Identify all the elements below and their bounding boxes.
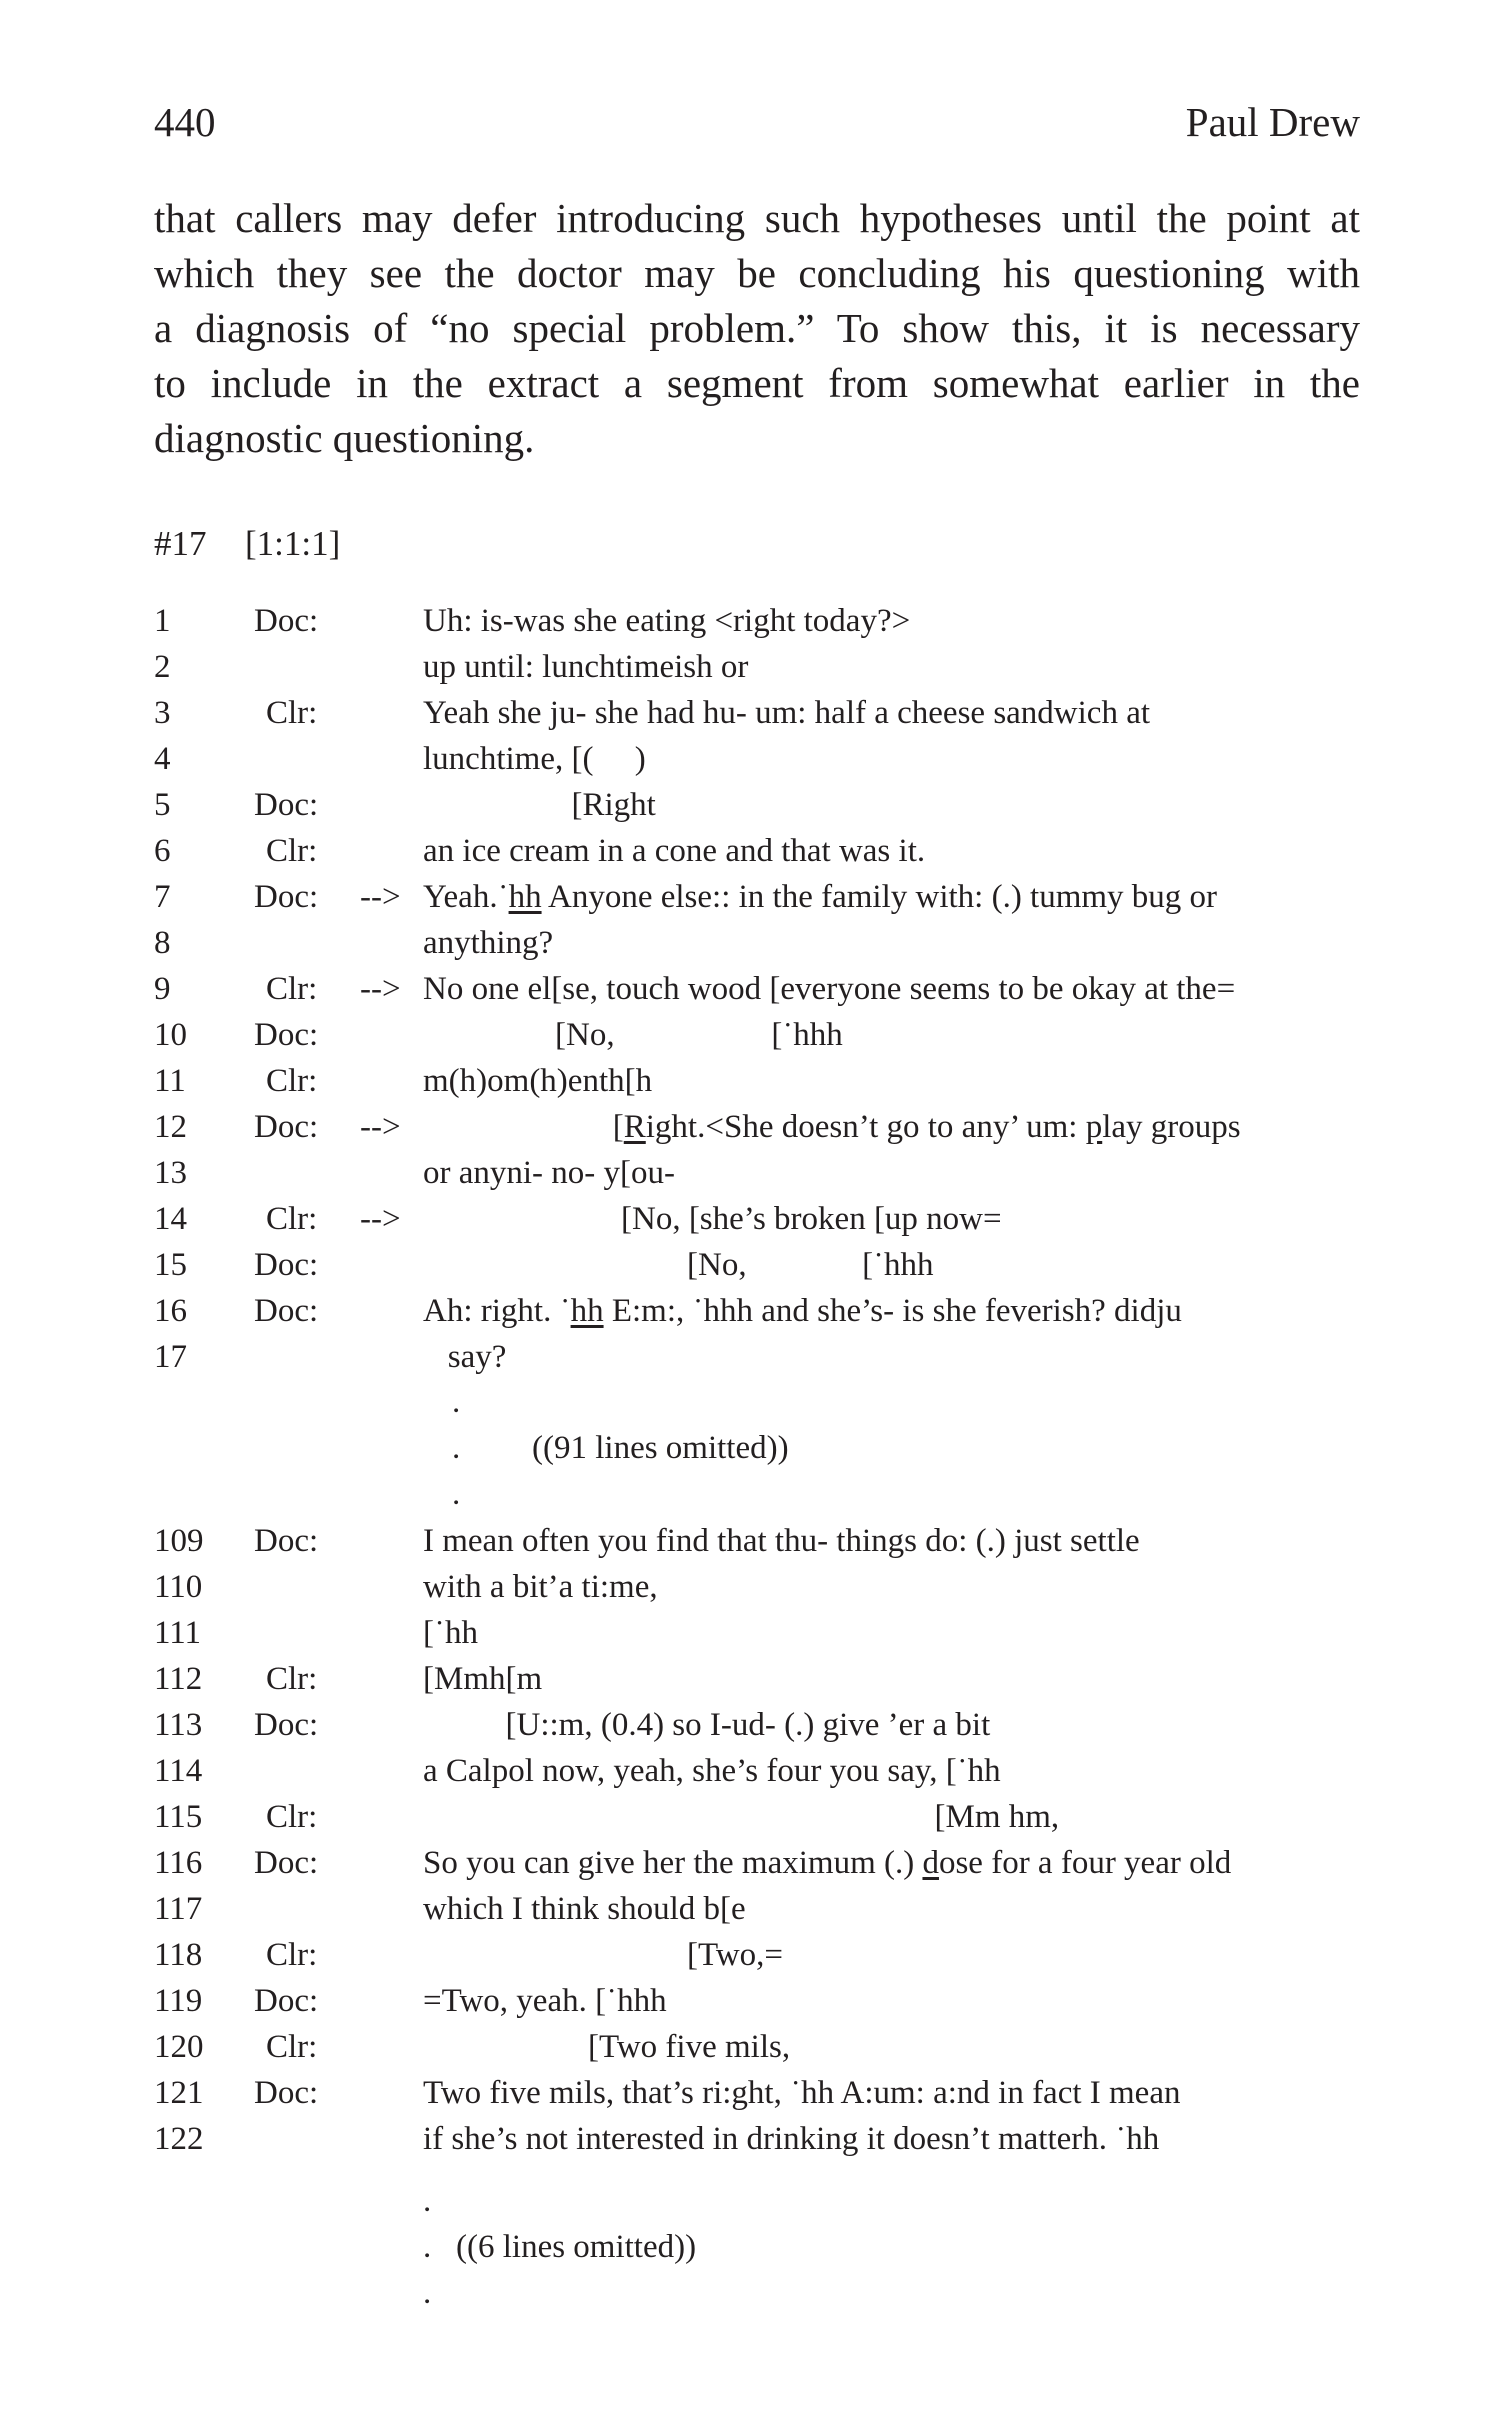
line-number: 111 bbox=[154, 1615, 202, 1651]
focus-arrow: --> bbox=[360, 971, 401, 1007]
line-number: 117 bbox=[154, 1891, 203, 1927]
utterance-text: =Two, yeah. [˙hhh bbox=[423, 1983, 667, 2019]
utterance-text: Yeah she ju- she had hu- um: half a cheese sandwich at bbox=[423, 695, 1151, 731]
paragraph-line: that callers may defer introducing such hypotheses until the point at bbox=[154, 195, 1360, 241]
line-number: 4 bbox=[154, 741, 171, 777]
utterance-text: So you can give her the maximum (.) dose for a four year old bbox=[423, 1845, 1232, 1881]
speaker-label: Doc: bbox=[254, 1983, 319, 2019]
transcript-line bbox=[0, 833, 1501, 879]
transcript-line bbox=[0, 1615, 1501, 1661]
utterance-text: or anyni- no- y[ou- bbox=[423, 1155, 676, 1191]
line-number: 121 bbox=[154, 2075, 204, 2111]
speaker-label: Clr: bbox=[266, 695, 318, 731]
line-number: 10 bbox=[154, 1017, 187, 1053]
transcript-line bbox=[0, 1845, 1501, 1891]
utterance-text: an ice cream in a cone and that was it. bbox=[423, 833, 926, 869]
line-number: 7 bbox=[154, 879, 171, 915]
speaker-label: Doc: bbox=[254, 1293, 319, 1329]
ellipsis-dot: . bbox=[452, 1476, 461, 1512]
line-number: 114 bbox=[154, 1753, 203, 1789]
speaker-label: Doc: bbox=[254, 1109, 319, 1145]
transcript-line bbox=[0, 603, 1501, 649]
utterance-text: Uh: is-was she eating <right today?> bbox=[423, 603, 911, 639]
line-number: 17 bbox=[154, 1339, 187, 1375]
utterance-text: [Right.<She doesn’t go to any’ um: play groups bbox=[423, 1109, 1241, 1145]
line-number: 119 bbox=[154, 1983, 203, 2019]
line-number: 12 bbox=[154, 1109, 187, 1145]
speaker-label: Doc: bbox=[254, 787, 319, 823]
transcript-line bbox=[0, 1201, 1501, 1247]
ellipsis-dot: . bbox=[452, 1384, 461, 1420]
line-number: 1 bbox=[154, 603, 171, 639]
transcript-line bbox=[0, 971, 1501, 1017]
transcript-line bbox=[0, 1247, 1501, 1293]
transcript-line bbox=[0, 1339, 1501, 1385]
speaker-label: Doc: bbox=[254, 1707, 319, 1743]
line-number: 13 bbox=[154, 1155, 187, 1191]
paragraph-line: diagnostic questioning. bbox=[154, 415, 535, 461]
transcript-line bbox=[0, 787, 1501, 833]
ellipsis-dot: . bbox=[423, 2229, 432, 2265]
speaker-label: Doc: bbox=[254, 1845, 319, 1881]
transcript-line bbox=[0, 1707, 1501, 1753]
omission-note: ((6 lines omitted)) bbox=[456, 2229, 697, 2265]
utterance-text: I mean often you find that thu- things do: (.) just settle bbox=[423, 1523, 1140, 1559]
line-number: 122 bbox=[154, 2121, 204, 2157]
body-paragraph bbox=[154, 191, 1360, 466]
utterance-text: Ah: right. ˙hh E:m:, ˙hhh and she’s- is she feverish? didju bbox=[423, 1293, 1182, 1329]
speaker-label: Clr: bbox=[266, 971, 318, 1007]
transcript-line bbox=[0, 695, 1501, 741]
omission-note: ((91 lines omitted)) bbox=[532, 1430, 789, 1466]
line-number: 14 bbox=[154, 1201, 187, 1237]
utterance-text: Yeah.˙hh Anyone else:: in the family with: (.) tummy bug or bbox=[423, 879, 1218, 915]
line-number: 3 bbox=[154, 695, 171, 731]
transcript-line bbox=[0, 741, 1501, 787]
utterance-text: No one el[se, touch wood [everyone seems to be okay at the= bbox=[423, 971, 1236, 1007]
utterance-text: which I think should b[e bbox=[423, 1891, 746, 1927]
utterance-text: [Two five mils, bbox=[423, 2029, 791, 2065]
page-header bbox=[154, 98, 1360, 158]
utterance-text: [No, [she’s broken [up now= bbox=[423, 1201, 1002, 1237]
line-number: 110 bbox=[154, 1569, 203, 1605]
line-number: 16 bbox=[154, 1293, 187, 1329]
speaker-label: Clr: bbox=[266, 1799, 318, 1835]
speaker-label: Clr: bbox=[266, 2029, 318, 2065]
line-number: 109 bbox=[154, 1523, 204, 1559]
utterance-text: [No, [˙hhh bbox=[423, 1247, 934, 1283]
speaker-label: Clr: bbox=[266, 833, 318, 869]
utterance-text: with a bit’a ti:me, bbox=[423, 1569, 658, 1605]
line-number: 116 bbox=[154, 1845, 203, 1881]
transcript-line bbox=[0, 1017, 1501, 1063]
focus-arrow: --> bbox=[360, 879, 401, 915]
speaker-label: Doc: bbox=[254, 879, 319, 915]
focus-arrow: --> bbox=[360, 1201, 401, 1237]
transcript-line bbox=[0, 1523, 1501, 1569]
utterance-text: [Mm hm, bbox=[423, 1799, 1060, 1835]
utterance-text: [U::m, (0.4) so I-ud- (.) give ’er a bit bbox=[423, 1707, 991, 1743]
transcript-line bbox=[0, 649, 1501, 695]
line-number: 9 bbox=[154, 971, 171, 1007]
line-number: 2 bbox=[154, 649, 171, 685]
transcript-line bbox=[0, 1891, 1501, 1937]
transcript-line bbox=[0, 1293, 1501, 1339]
line-number: 120 bbox=[154, 2029, 204, 2065]
line-number: 6 bbox=[154, 833, 171, 869]
paragraph-line: which they see the doctor may be concluding his questioning with bbox=[154, 250, 1360, 296]
transcript-line bbox=[0, 1983, 1501, 2029]
speaker-label: Doc: bbox=[254, 1247, 319, 1283]
utterance-text: [Mmh[m bbox=[423, 1661, 543, 1697]
utterance-text: lunchtime, [( ) bbox=[423, 741, 646, 777]
transcript-line bbox=[0, 1063, 1501, 1109]
utterance-text: [No, [˙hhh bbox=[423, 1017, 843, 1053]
transcript-line bbox=[0, 2029, 1501, 2075]
utterance-text: [Two,= bbox=[423, 1937, 784, 1973]
transcript-line bbox=[0, 925, 1501, 971]
transcript-line bbox=[0, 1155, 1501, 1201]
utterance-text: m(h)om(h)enth[h bbox=[423, 1063, 653, 1099]
transcript-line bbox=[0, 1569, 1501, 1615]
utterance-text: if she’s not interested in drinking it doesn’t matterh. ˙hh bbox=[423, 2121, 1160, 2157]
transcript-line bbox=[0, 1799, 1501, 1845]
line-number: 113 bbox=[154, 1707, 203, 1743]
speaker-label: Clr: bbox=[266, 1063, 318, 1099]
speaker-label: Doc: bbox=[254, 603, 319, 639]
line-number: 15 bbox=[154, 1247, 187, 1283]
line-number: 112 bbox=[154, 1661, 203, 1697]
transcript-line bbox=[0, 1753, 1501, 1799]
speaker-label: Doc: bbox=[254, 1523, 319, 1559]
line-number: 118 bbox=[154, 1937, 203, 1973]
line-number: 115 bbox=[154, 1799, 203, 1835]
utterance-text: a Calpol now, yeah, she’s four you say, [˙hh bbox=[423, 1753, 1001, 1789]
focus-arrow: --> bbox=[360, 1109, 401, 1145]
speaker-label: Clr: bbox=[266, 1201, 318, 1237]
line-number: 8 bbox=[154, 925, 171, 961]
transcript-line bbox=[0, 2075, 1501, 2121]
extract-label: #17 bbox=[154, 524, 207, 563]
transcript-line bbox=[0, 1661, 1501, 1707]
ellipsis-dot: . bbox=[423, 2275, 432, 2311]
transcript-line bbox=[0, 1937, 1501, 1983]
utterance-text: say? bbox=[423, 1339, 507, 1375]
ellipsis-dot: . bbox=[423, 2183, 432, 2219]
speaker-label: Clr: bbox=[266, 1937, 318, 1973]
speaker-label: Clr: bbox=[266, 1661, 318, 1697]
utterance-text: [˙hh bbox=[423, 1615, 478, 1651]
utterance-text: up until: lunchtimeish or bbox=[423, 649, 749, 685]
page-number: 440 bbox=[154, 99, 216, 145]
utterance-text: anything? bbox=[423, 925, 554, 961]
utterance-text: Two five mils, that’s ri:ght, ˙hh A:um: a:nd in fact I mean bbox=[423, 2075, 1181, 2111]
line-number: 5 bbox=[154, 787, 171, 823]
running-head: Paul Drew bbox=[1185, 99, 1360, 145]
paragraph-line: to include in the extract a segment from somewhat earlier in the bbox=[154, 360, 1360, 406]
paragraph-line: a diagnosis of “no special problem.” To show this, it is necessary bbox=[154, 305, 1360, 351]
utterance-text: [Right bbox=[423, 787, 656, 823]
transcript-line bbox=[0, 2121, 1501, 2167]
speaker-label: Doc: bbox=[254, 2075, 319, 2111]
transcript-line bbox=[0, 1109, 1501, 1155]
line-number: 11 bbox=[154, 1063, 186, 1099]
extract-reference: [1:1:1] bbox=[245, 524, 341, 563]
ellipsis-dot: . bbox=[452, 1430, 461, 1466]
transcript-line bbox=[0, 879, 1501, 925]
speaker-label: Doc: bbox=[254, 1017, 319, 1053]
